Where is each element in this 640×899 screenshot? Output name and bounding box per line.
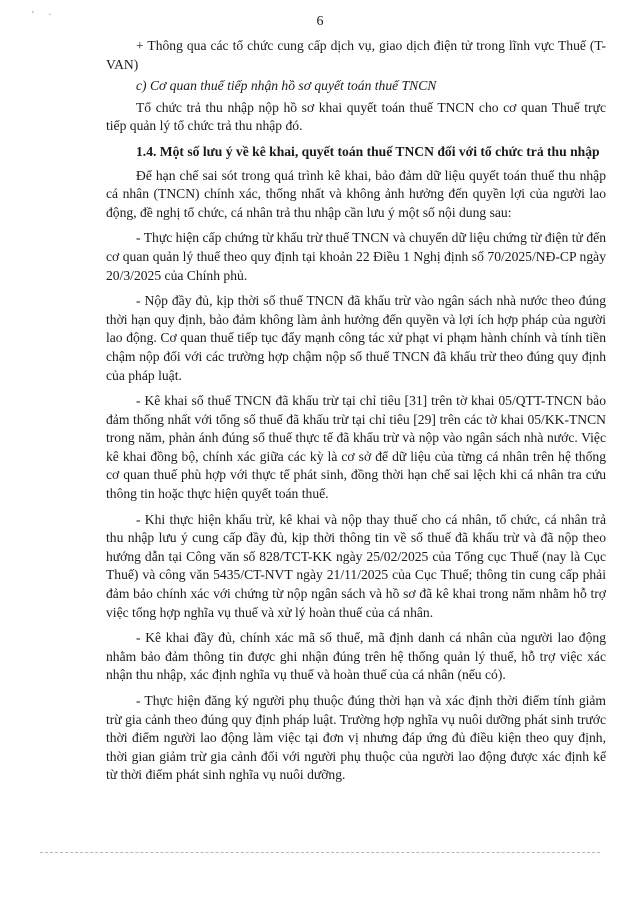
- paragraph-intro: Để hạn chế sai sót trong quá trình kê khai, bảo đảm dữ liệu quyết toán thuế thu nhập cá nhân (TNCN) chính xác, thống nhất và không ảnh hưởng đến quyền lợi của người lao động, đề nghị tổ chức, cá nhân trả thu nhập cần lưu ý một số nội dung sau:: [106, 167, 606, 220]
- section-heading-1-4: 1.4. Một số lưu ý về kê khai, quyết toán thuế TNCN đối với tổ chức trả thu nhập: [136, 143, 600, 159]
- paragraph-tax-id: - Kê khai đầy đủ, chính xác mã số thuế, mã định danh cá nhân của người lao động nhằm bảo đảm thông tin được ghi nhận đúng trên hệ thống quản lý thuế, hỗ trợ việc xác nhận thu nhập, xác định nghĩa vụ thuế và hoàn thuế của cá nhân (nếu có).: [106, 630, 606, 683]
- document-body: [106, 37, 606, 792]
- paragraph-withholding-certificate: - Thực hiện cấp chứng từ khấu trừ thuế TNCN và chuyển dữ liệu chứng từ điện tử đến cơ quan quản lý thuế theo quy định tại khoản 22 Điều 1 Nghị định số 70/2025/NĐ-CP ngày 20/3/2025 của Chính phủ.: [106, 230, 606, 283]
- footer-divider: [40, 852, 600, 853]
- paragraph-submission: Tổ chức trả thu nhập nộp hồ sơ khai quyết toán thuế TNCN cho cơ quan Thuế trực tiếp quản lý tổ chức trả thu nhập đó.: [106, 99, 606, 134]
- subsection-c-heading: c) Cơ quan thuế tiếp nhận hồ sơ quyết toán thuế TNCN: [136, 78, 437, 94]
- paragraph-declaration-consistency: - Kê khai số thuế TNCN đã khấu trừ tại chỉ tiêu [31] trên tờ khai 05/QTT-TNCN bảo đảm thống nhất với tổng số thuế đã khấu trừ tại chỉ tiêu [29] trên các tờ khai 05/KK-TNCN trong năm, phản ánh đúng số thuế thực tế đã khấu trừ và nộp vào ngân sách nhà nước. Việc kê khai đồng bộ, chính xác giữa các kỳ là cơ sở để dữ liệu của từng cá nhân trên hệ thống cơ quan thuế phù hợp với thực tế phát sinh, đồng thời hạn chế sai lệch khi cá nhân tra cứu thông tin hoặc thực hiện quyết toán thuế.: [106, 393, 606, 502]
- paragraph-t-van: + Thông qua các tổ chức cung cấp dịch vụ, giao dịch điện tử trong lĩnh vực Thuế (T-VAN): [106, 38, 606, 72]
- scan-mark: ' ·: [32, 10, 58, 21]
- paragraph-tax-payment: - Nộp đầy đủ, kịp thời số thuế TNCN đã khấu trừ vào ngân sách nhà nước theo đúng thời hạn quy định, bảo đảm không làm ảnh hưởng đến quyền và lợi ích hợp pháp của người lao động. Cơ quan thuế tiếp tục đẩy mạnh công tác xử phạt vi phạm hành chính và tính tiền chậm nộp đối với các trường hợp chậm nộp số thuế TNCN đã khấu trừ theo đúng quy định của pháp luật.: [106, 293, 606, 383]
- paragraph-dependents: - Thực hiện đăng ký người phụ thuộc đúng thời hạn và xác định thời điểm tính giảm trừ gia cảnh theo đúng quy định pháp luật. Trường hợp nghĩa vụ nuôi dưỡng phát sinh trước thời điểm người lao động làm việc tại đơn vị nhưng đáp ứng đủ điều kiện theo quy định, thời gian giảm trừ gia cảnh đối với người phụ thuộc của người lao động được xác định kể từ thời điểm phát sinh nghĩa vụ nuôi dưỡng.: [106, 693, 606, 783]
- page-number: 6: [316, 14, 324, 29]
- paragraph-information-provision: - Khi thực hiện khấu trừ, kê khai và nộp thay thuế cho cá nhân, tổ chức, cá nhân trả thu nhập lưu ý cung cấp đầy đủ, kịp thời thông tin về số thuế đã khấu trừ và đã nộp theo hướng dẫn tại Công văn số 828/TCT-KK ngày 25/02/2025 của Tổng cục Thuế (nay là Cục Thuế) và công văn 5435/CT-NVT ngày 21/11/2025 của Cục Thuế; thông tin cung cấp phải đảm bảo chính xác với chứng từ nộp ngân sách và hồ sơ đã kê khai trong năm nhằm hỗ trợ việc tổng hợp nghĩa vụ thuế và xử lý hoàn thuế của cá nhân.: [106, 511, 606, 620]
